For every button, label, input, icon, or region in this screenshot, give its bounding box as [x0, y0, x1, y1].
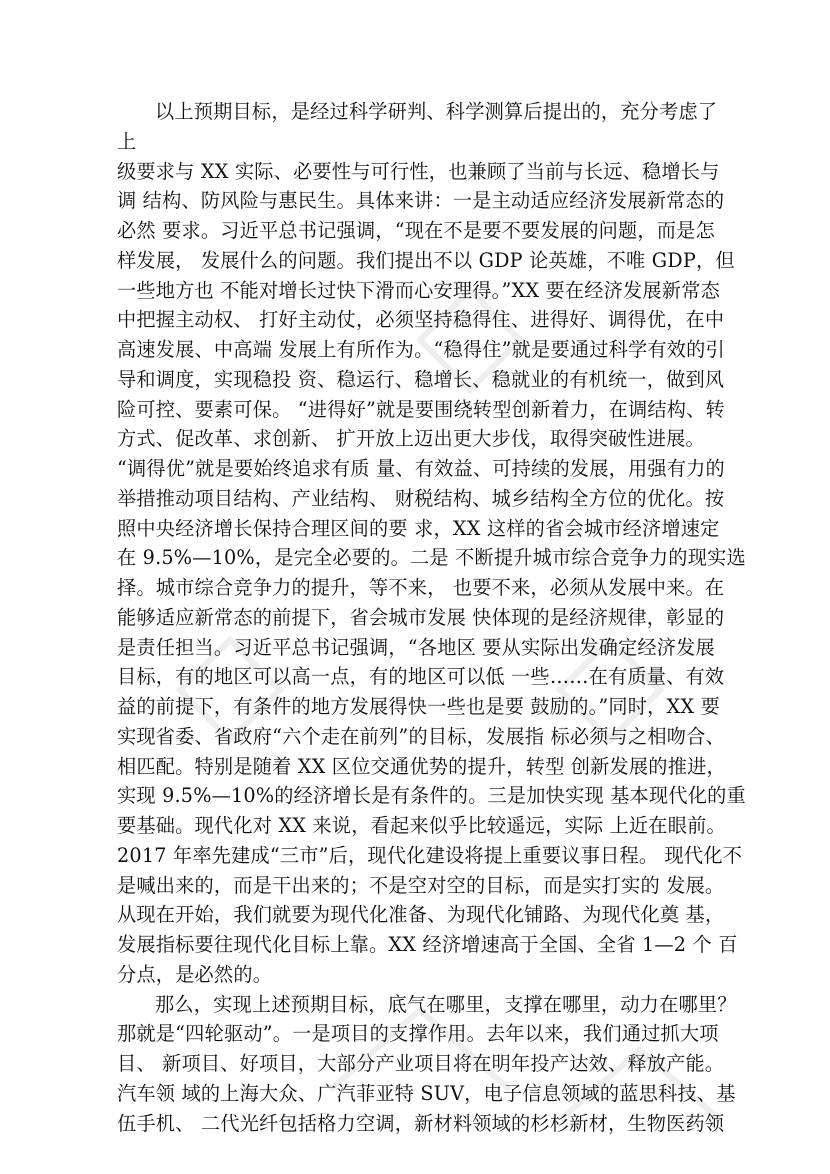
text-line: 要基础。现代化对 XX 来说，看起来似乎比较遥远，实际 上近在眼前。 — [117, 814, 726, 837]
text-line: 汽车领 域的上海大众、广汽菲亚特 SUV，电子信息领域的蓝思科技、基 — [117, 1081, 736, 1105]
text-line: 一些地方也 不能对增长过快下滑而心安理得。”XX 要在经济发展新常态 — [117, 278, 720, 302]
text-line: 方式、促改革、求创新、 扩开放上迈出更大步伐，取得突破性进展。 — [117, 427, 705, 451]
text-line: 导和调度，实现稳投 资、稳运行、稳增长、稳就业的有机统一，做到风 — [117, 367, 725, 391]
text-line: 能够适应新常态的前提下，省会城市发展 快体现的是经济规律，彰显的 — [117, 605, 725, 629]
text-line: 伍手机、 二代光纤包括格力空调，新材料领域的杉杉新材，生物医药领 — [117, 1111, 725, 1135]
body-text — [117, 97, 746, 1138]
text-line: 那就是“四轮驱动”。一是项目的支撑作用。去年以来，我们通过抓大项 — [117, 1022, 719, 1046]
text-line: 级要求与 XX 实际、必要性与可行性，也兼顾了当前与长远、稳增长与 — [117, 159, 720, 183]
text-line: 目、 新项目、好项目，大部分产业项目将在明年投产达效、释放产能。 — [117, 1052, 725, 1075]
text-line: 中把握主动权、 打好主动仗，必须坚持稳得住、进得好、调得优，在中 — [117, 308, 725, 332]
text-line: 益的前提下，有条件的地方发展得快一些也是要 鼓励的。”同时，XX 要 — [117, 695, 720, 718]
text-line: 那么，实现上述预期目标，底气在哪里，支撑在哪里，动力在哪里？ — [155, 992, 737, 1016]
text-line: 险可控、要素可保。 “进得好”就是要围绕转型创新着力，在调结构、转 — [117, 397, 725, 421]
text-line: 2017 年率先建成“三市”后，现代化建设将提上重要议事日程。 现代化不 — [117, 843, 743, 867]
text-line: 调 结构、防风险与惠民生。具体来讲：一是主动适应经济发展新常态的 — [117, 189, 725, 213]
text-line: 高速发展、中高端 发展上有所作为。“稳得住”就是要通过科学有效的引 — [117, 338, 725, 361]
text-line: 在 9.5%—10%，是完全必要的。二是 不断提升城市综合竞争力的现实选 — [117, 546, 746, 570]
text-line: 必然 要求。习近平总书记强调，“现在不是要不要发展的问题，而是怎 — [117, 219, 715, 242]
text-line: 以上预期目标，是经过科学研判、科学测算后提出的，充分考虑了 — [155, 100, 718, 123]
text-line: 样发展， 发展什么的问题。我们提出不以 GDP 论英雄，不唯 GDP，但 — [117, 248, 735, 272]
text-line: 从现在开始，我们就要为现代化准备、为现代化铺路、为现代化奠 基， — [117, 903, 725, 927]
text-line: 是喊出来的，而是干出来的；不是空对空的目标，而是实打实的 发展。 — [117, 873, 725, 897]
text-line: 发展指标要往现代化目标上靠。XX 经济增速高于全国、全省 1—2 个 百 — [117, 933, 738, 956]
text-line: 目标，有的地区可以高一点，有的地区可以低 一些……在有质量、有效 — [117, 665, 725, 689]
text-line: 实现省委、省政府“六个走在前列”的目标，发展指 标必须与之相吻合、 — [117, 724, 725, 748]
text-line: 相匹配。特别是随着 XX 区位交通优势的提升，转型 创新发展的推进， — [117, 754, 726, 778]
text-line: 是责任担当。习近平总书记强调，“各地区 要从实际出发确定经济发展 — [117, 635, 715, 659]
text-line: 举措推动项目结构、产业结构、 财税结构、城乡结构全方位的优化。按 — [117, 486, 725, 510]
text-line: 分点，是必然的。 — [117, 962, 273, 986]
text-line: 上 — [117, 129, 137, 153]
text-line: 实现 9.5%—10%的经济增长是有条件的。三是加快实现 基本现代化的重 — [117, 784, 746, 808]
text-line: 择。城市综合竞争力的提升，等不来， 也要不来，必须从发展中来。在 — [117, 576, 725, 599]
text-line: 照中央经济增长保持合理区间的要 求，XX 这样的省会城市经济增速定 — [117, 516, 720, 540]
text-line: “调得优”就是要始终追求有质 量、有效益、可持续的发展，用强有力的 — [117, 457, 725, 480]
